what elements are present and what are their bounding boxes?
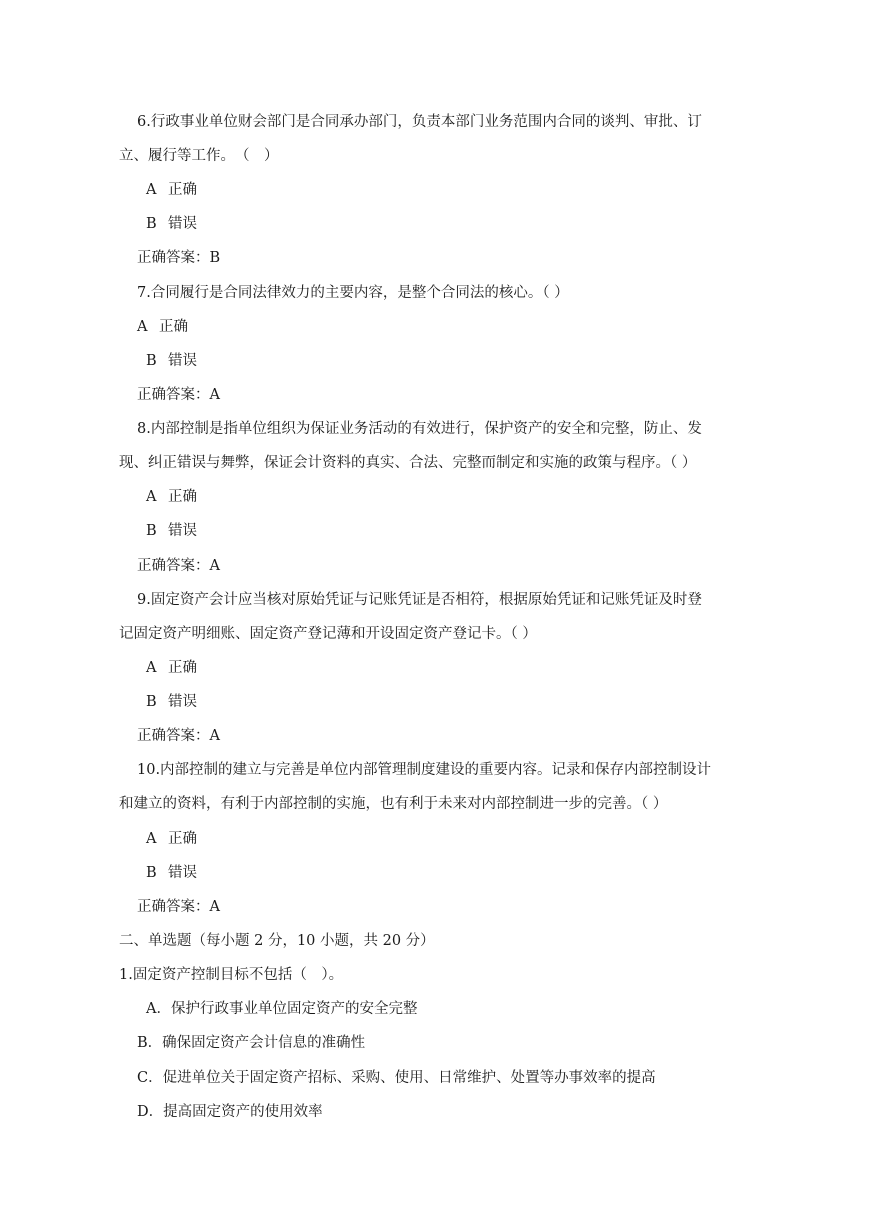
question-10-option-b — [146, 863, 197, 883]
option-text: 正确 — [168, 182, 197, 198]
question-6-line-2: 立、履行等工作。 （ ） — [119, 148, 279, 164]
question-6-line-1: 6.行政事业单位财会部门是合同承办部门，负责本部门业务范围内合同的谈判、审批、订 — [137, 114, 702, 130]
option-letter: B — [146, 694, 157, 710]
question-6-option-b — [146, 214, 197, 234]
option-text: 错误 — [168, 865, 197, 881]
question-9-option-b — [146, 692, 197, 712]
question-6-option-a — [146, 180, 197, 200]
section-heading: 二、单选题（每小题 2 分，10 小题，共 20 分） — [119, 933, 435, 949]
question-8-answer: 正确答案：A — [137, 558, 220, 574]
question-8-line-1: 8.内部控制是指单位组织为保证业务活动的有效进行，保护资产的安全和完整，防止、发 — [137, 421, 702, 437]
question-8-option-a — [146, 487, 197, 507]
question-9-line-1: 9.固定资产会计应当核对原始凭证与记账凭证是否相符，根据原始凭证和记账凭证及时登 — [137, 592, 702, 608]
question-9-line-2: 记固定资产明细账、固定资产登记薄和开设固定资产登记卡。（ ） — [119, 626, 537, 642]
option-text: 错误 — [168, 216, 197, 232]
option-text: 错误 — [168, 694, 197, 710]
option-letter: A — [146, 831, 157, 847]
option-letter: B — [146, 865, 157, 881]
option-letter: B — [146, 523, 157, 539]
question-7-option-a — [137, 317, 188, 337]
question-7-answer: 正确答案：A — [137, 387, 220, 403]
single-choice-q1-option-a: A．保护行政事业单位固定资产的安全完整 — [146, 1001, 418, 1017]
single-choice-q1-stem: 1.固定资产控制目标不包括（ ）。 — [119, 967, 344, 983]
option-letter: B — [146, 216, 157, 232]
question-7-option-b — [146, 351, 197, 371]
option-letter: A — [146, 489, 157, 505]
option-text: 正确 — [168, 489, 197, 505]
option-letter: A — [146, 660, 157, 676]
option-letter: A — [146, 182, 157, 198]
option-letter: B — [146, 353, 157, 369]
question-9-option-a — [146, 658, 197, 678]
question-9-answer: 正确答案：A — [137, 728, 220, 744]
question-7-line-1: 7.合同履行是合同法律效力的主要内容，是整个合同法的核心。（ ） — [137, 285, 569, 301]
single-choice-q1-option-c: C．促进单位关于固定资产招标、采购、使用、日常维护、处置等办事效率的提高 — [137, 1070, 656, 1086]
question-10-line-1: 10.内部控制的建立与完善是单位内部管理制度建设的重要内容。记录和保存内部控制设计 — [137, 762, 712, 778]
question-6-answer: 正确答案：B — [137, 250, 221, 266]
option-text: 正确 — [168, 831, 197, 847]
option-letter: A — [137, 319, 148, 335]
single-choice-q1-option-b: B．确保固定资产会计信息的准确性 — [137, 1035, 366, 1051]
question-8-option-b — [146, 521, 197, 541]
single-choice-q1-option-d: D．提高固定资产的使用效率 — [137, 1104, 323, 1120]
option-text: 错误 — [168, 523, 197, 539]
option-text: 正确 — [168, 660, 197, 676]
question-10-option-a — [146, 829, 197, 849]
option-text: 正确 — [159, 319, 188, 335]
option-text: 错误 — [168, 353, 197, 369]
question-10-line-2: 和建立的资料，有利于内部控制的实施，也有利于未来对内部控制进一步的完善。（ ） — [119, 796, 668, 812]
question-10-answer: 正确答案：A — [137, 899, 220, 915]
question-8-line-2: 现、纠正错误与舞弊，保证会计资料的真实、合法、完整而制定和实施的政策与程序。（ ） — [119, 455, 697, 471]
